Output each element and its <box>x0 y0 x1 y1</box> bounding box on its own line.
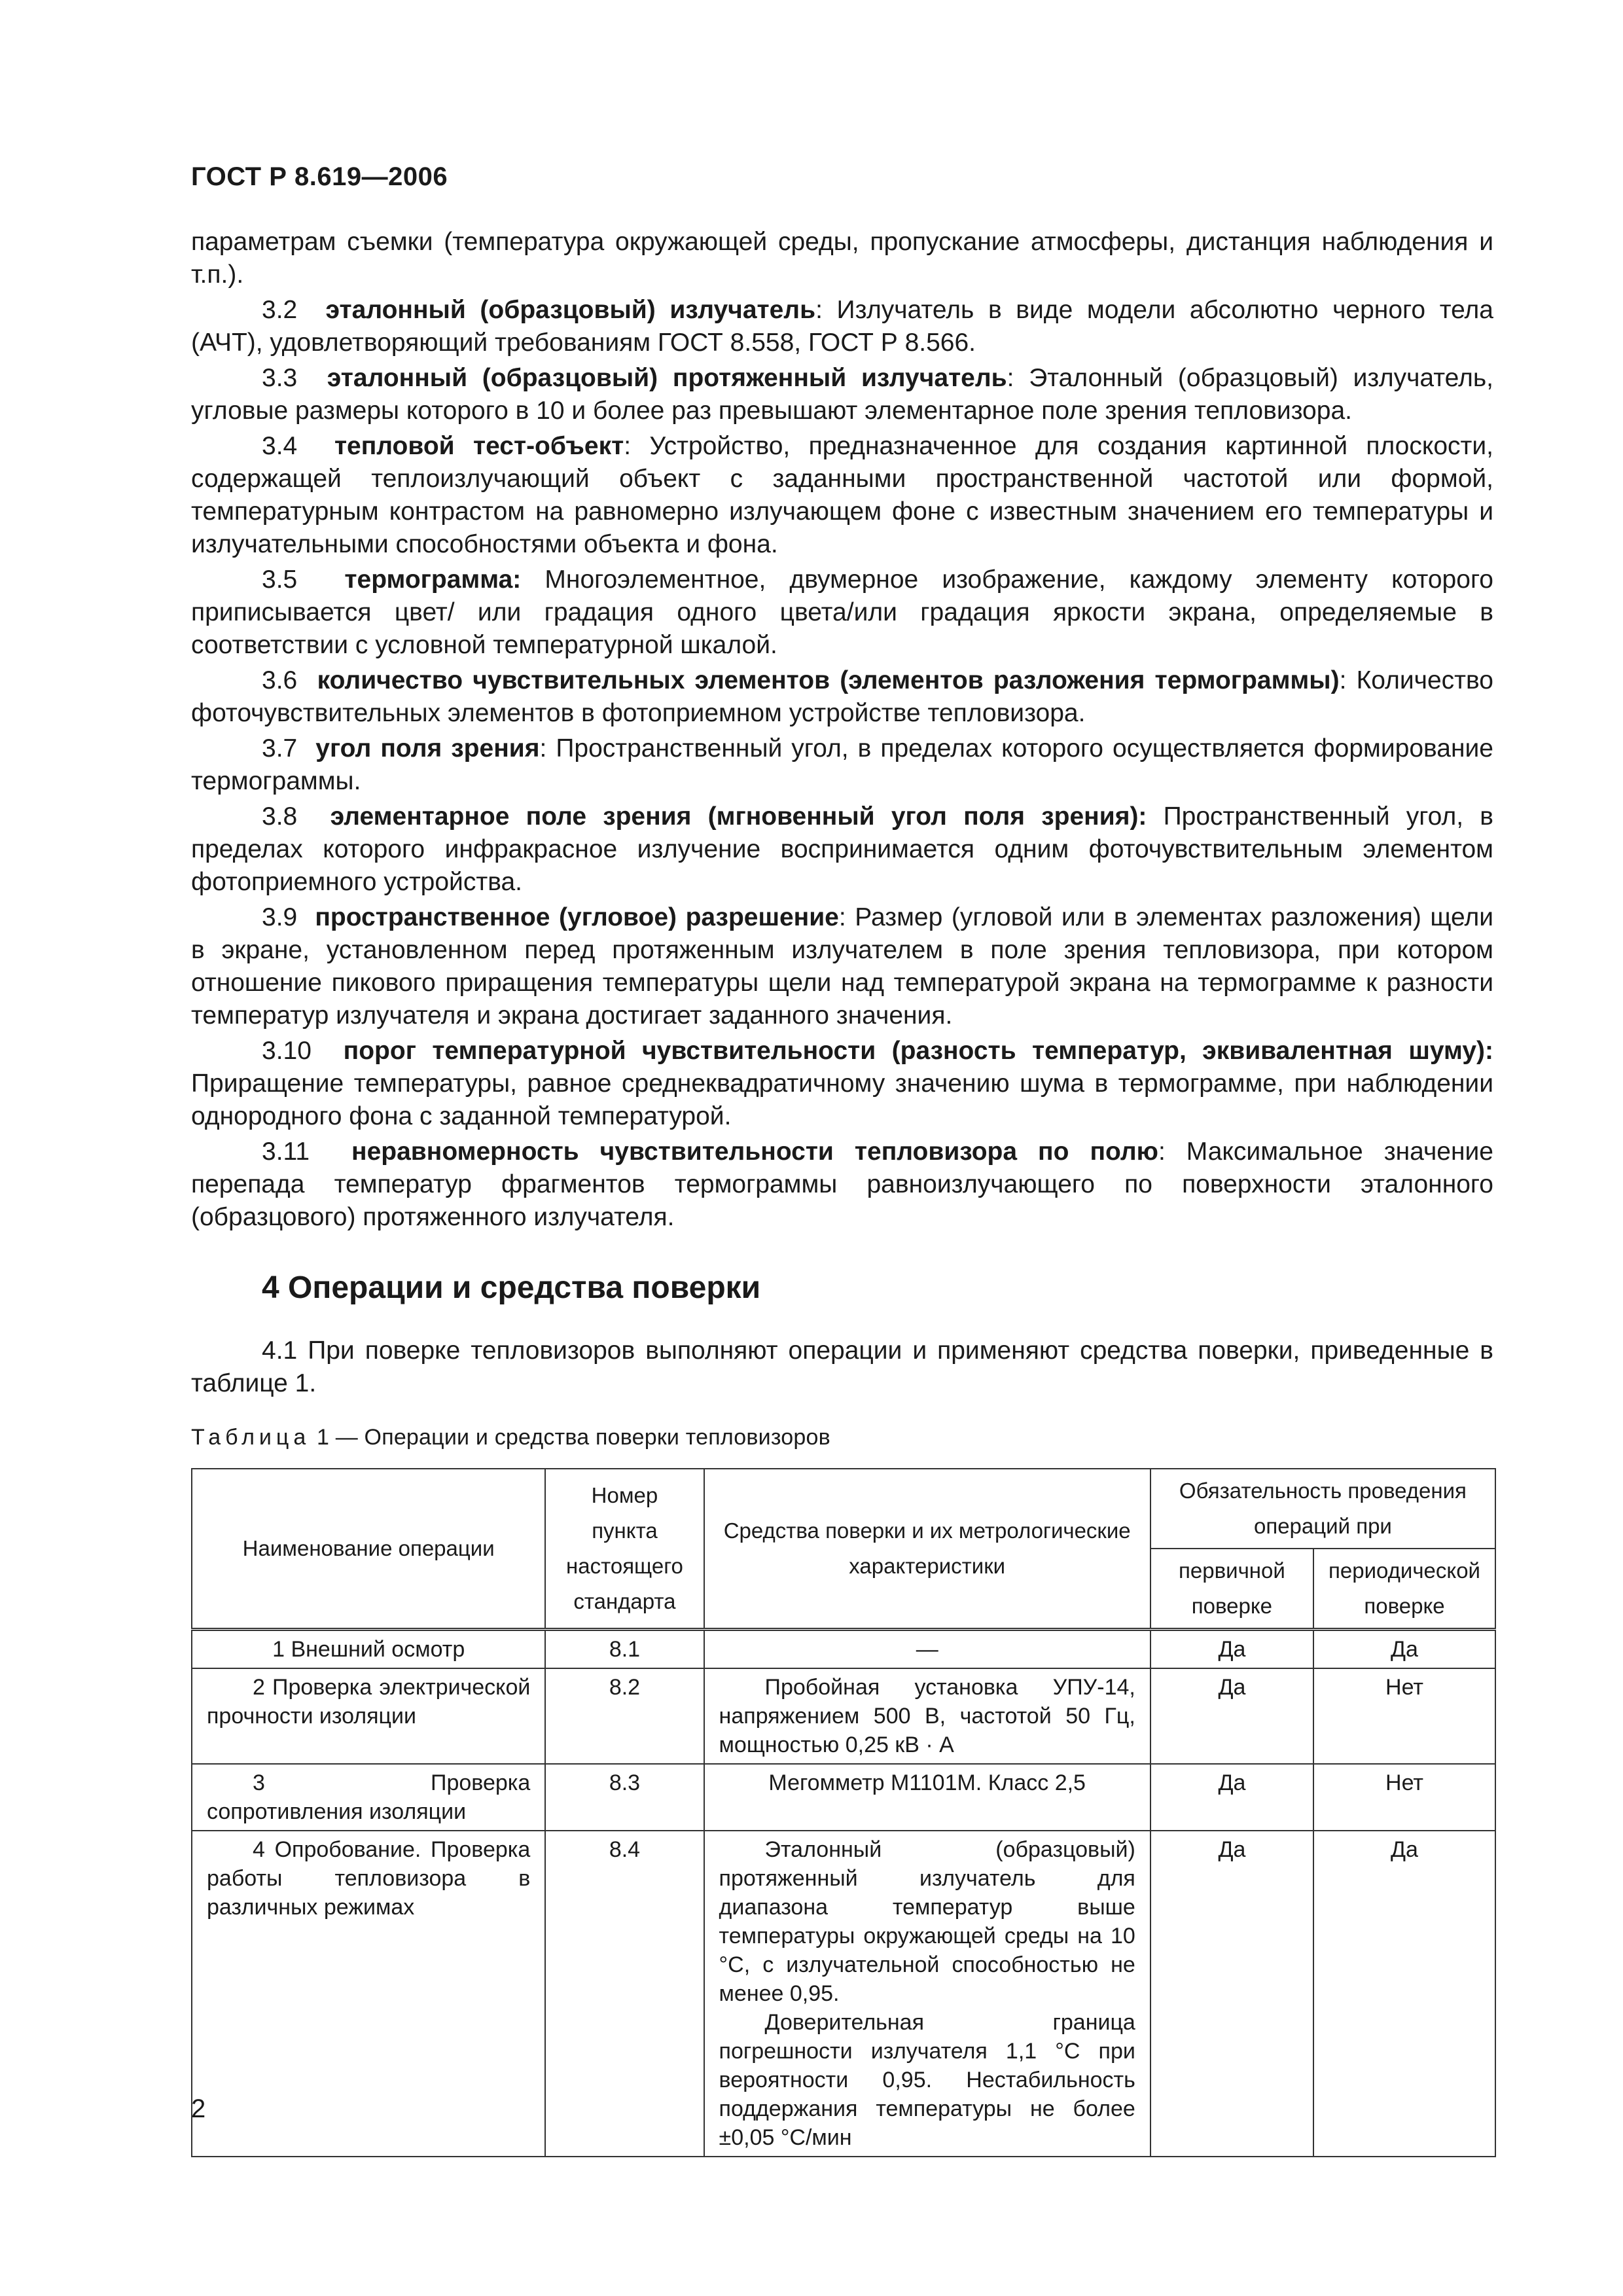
definition-3-8: 3.8 элементарное поле зрения (мгновенный угол поля зрения): Пространственный угол, в пределах которого инфракрасное излучение воспринимается одним фоточувствительным элементом фотоприемного устройства. <box>191 802 1493 896</box>
cell-clause: 8.1 <box>545 1630 704 1669</box>
term: элементарное поле зрения (мгновенный угол поля зрения): <box>330 802 1147 831</box>
term: пространственное (угловое) разрешение <box>315 903 839 931</box>
term: неравномерность чувствительности тепловизора по полю <box>351 1138 1158 1166</box>
page-number: 2 <box>191 2094 206 2123</box>
cell-clause: 8.2 <box>545 1668 704 1764</box>
definition-3-2: 3.2 эталонный (образцовый) излучатель: Излучатель в виде модели абсолютно черного тела (АЧТ), удовлетворяющий требованиям ГОСТ 8.558, ГОСТ Р 8.566. <box>191 296 1493 357</box>
table-caption: Таблица 1 — Операции и средства поверки тепловизоров <box>191 1425 830 1450</box>
term: порог температурной чувствительности (разность температур, эквивалентная шуму): <box>343 1037 1493 1065</box>
table-row <box>192 1764 1495 1831</box>
cell-means-part-2: Доверительная граница погрешности излучателя 1,1 °С при вероятности 0,95. Нестабильность поддержания температуры не более ±0,05 °С/мин <box>719 2010 1135 2150</box>
term: эталонный (образцовый) излучатель <box>325 296 816 324</box>
header-clause-number: Номер пункта настоящего стандарта <box>545 1469 704 1630</box>
table-row <box>192 1831 1495 2157</box>
term: угол поля зрения <box>315 734 540 762</box>
cell-primary: Да <box>1150 1668 1313 1764</box>
cell-periodic: Нет <box>1313 1764 1495 1831</box>
definition-3-10: 3.10 порог температурной чувствительности (разность температур, эквивалентная шуму): Приращение температуры, равное среднеквадратичному значению шума в термограмме, при наблюдении однородного фона с заданной температурой. <box>191 1037 1493 1130</box>
definition-3-5: 3.5 термограмма: Многоэлементное, двумерное изображение, каждому элементу которого приписывается цвет/ или градация одного цвета/или градация яркости экрана, определяемые в соответствии с условной температурной шкалой. <box>191 565 1493 659</box>
document-body <box>191 226 1493 2157</box>
definition-3-9: 3.9 пространственное (угловое) разрешение: Размер (угловой или в элементах разложения) щели в экране, установленном перед протяженным излучателем в поле зрения тепловизора, при котором отношение пикового приращения температуры щели над температурой экрана на термограмме к разности температур излучателя и экрана достигает заданного значения. <box>191 903 1493 1030</box>
paragraph-continuation: параметрам съемки (температура окружающей среды, пропускание атмосферы, дистанция наблюдения и т.п.). <box>191 228 1493 289</box>
term: термограмма: <box>344 565 522 594</box>
header-obligation: Обязательность проведения операций при <box>1150 1469 1495 1549</box>
operations-table <box>191 1468 1496 2157</box>
section-4-heading: 4 Операции и средства поверки <box>262 1270 761 1305</box>
cell-clause: 8.3 <box>545 1764 704 1831</box>
cell-operation: 4 Опробование. Проверка работы тепловизора в различных режимах <box>192 1831 545 2157</box>
definition-3-7: 3.7 угол поля зрения: Пространственный угол, в пределах которого осуществляется формирование термограммы. <box>191 734 1493 795</box>
cell-means: Мегомметр М1101М. Класс 2,5 <box>704 1764 1150 1831</box>
term: эталонный (образцовый) протяженный излучатель <box>327 364 1007 392</box>
header-operation-name: Наименование операции <box>192 1469 545 1630</box>
cell-periodic: Да <box>1313 1831 1495 2157</box>
cell-means-part-1: Эталонный (образцовый) протяженный излучатель для диапазона температур выше температуры окружающей среды на 10 °С, с излучательной способностью не менее 0,95. <box>719 1837 1135 2006</box>
table-row <box>192 1668 1495 1764</box>
table-header-row <box>192 1469 1495 1549</box>
cell-primary: Да <box>1150 1630 1313 1669</box>
definition-3-3: 3.3 эталонный (образцовый) протяженный излучатель: Эталонный (образцовый) излучатель, угловые размеры которого в 10 и более раз превышают элементарное поле зрения тепловизора. <box>191 364 1493 425</box>
paragraph-4-1: 4.1 При поверке тепловизоров выполняют операции и применяют средства поверки, приведенные в таблице 1. <box>191 1336 1493 1397</box>
definition-3-11: 3.11 неравномерность чувствительности тепловизора по полю: Максимальное значение перепада температур фрагментов термограммы равноизлучающего по поверхности эталонного (образцового) протяженного излучателя. <box>191 1138 1493 1231</box>
cell-operation: 1 Внешний осмотр <box>192 1630 545 1669</box>
cell-means: — <box>704 1630 1150 1669</box>
header-means: Средства поверки и их метрологические характеристики <box>704 1469 1150 1630</box>
cell-periodic: Да <box>1313 1630 1495 1669</box>
term: количество чувствительных элементов (элементов разложения термограммы) <box>317 666 1340 694</box>
term: тепловой тест-объект <box>334 432 624 460</box>
cell-means <box>704 1831 1150 2157</box>
table-row <box>192 1630 1495 1669</box>
cell-operation: 3 Проверка сопротивления изоляции <box>192 1764 545 1831</box>
definition-3-6: 3.6 количество чувствительных элементов (элементов разложения термограммы): Количество фоточувствительных элементов в фотоприемном устройстве тепловизора. <box>191 666 1493 727</box>
cell-primary: Да <box>1150 1764 1313 1831</box>
header-primary: первичной поверке <box>1150 1549 1313 1630</box>
header-periodic: периодической поверке <box>1313 1549 1495 1630</box>
cell-clause: 8.4 <box>545 1831 704 2157</box>
cell-operation: 2 Проверка электрической прочности изоляции <box>192 1668 545 1764</box>
definition-3-4: 3.4 тепловой тест-объект: Устройство, предназначенное для создания картинной плоскости, содержащей теплоизлучающий объект с заданными пространственной частотой или формой, температурным контрастом на равномерно излучающем фоне с известным значением его температуры и излучательными способностями объекта и фона. <box>191 432 1494 558</box>
cell-means: Пробойная установка УПУ-14, напряжением 500 В, частотой 50 Гц, мощностью 0,25 кВ · А <box>704 1668 1150 1764</box>
cell-primary: Да <box>1150 1831 1313 2157</box>
cell-periodic: Нет <box>1313 1668 1495 1764</box>
document-header: ГОСТ Р 8.619—2006 <box>191 162 448 191</box>
